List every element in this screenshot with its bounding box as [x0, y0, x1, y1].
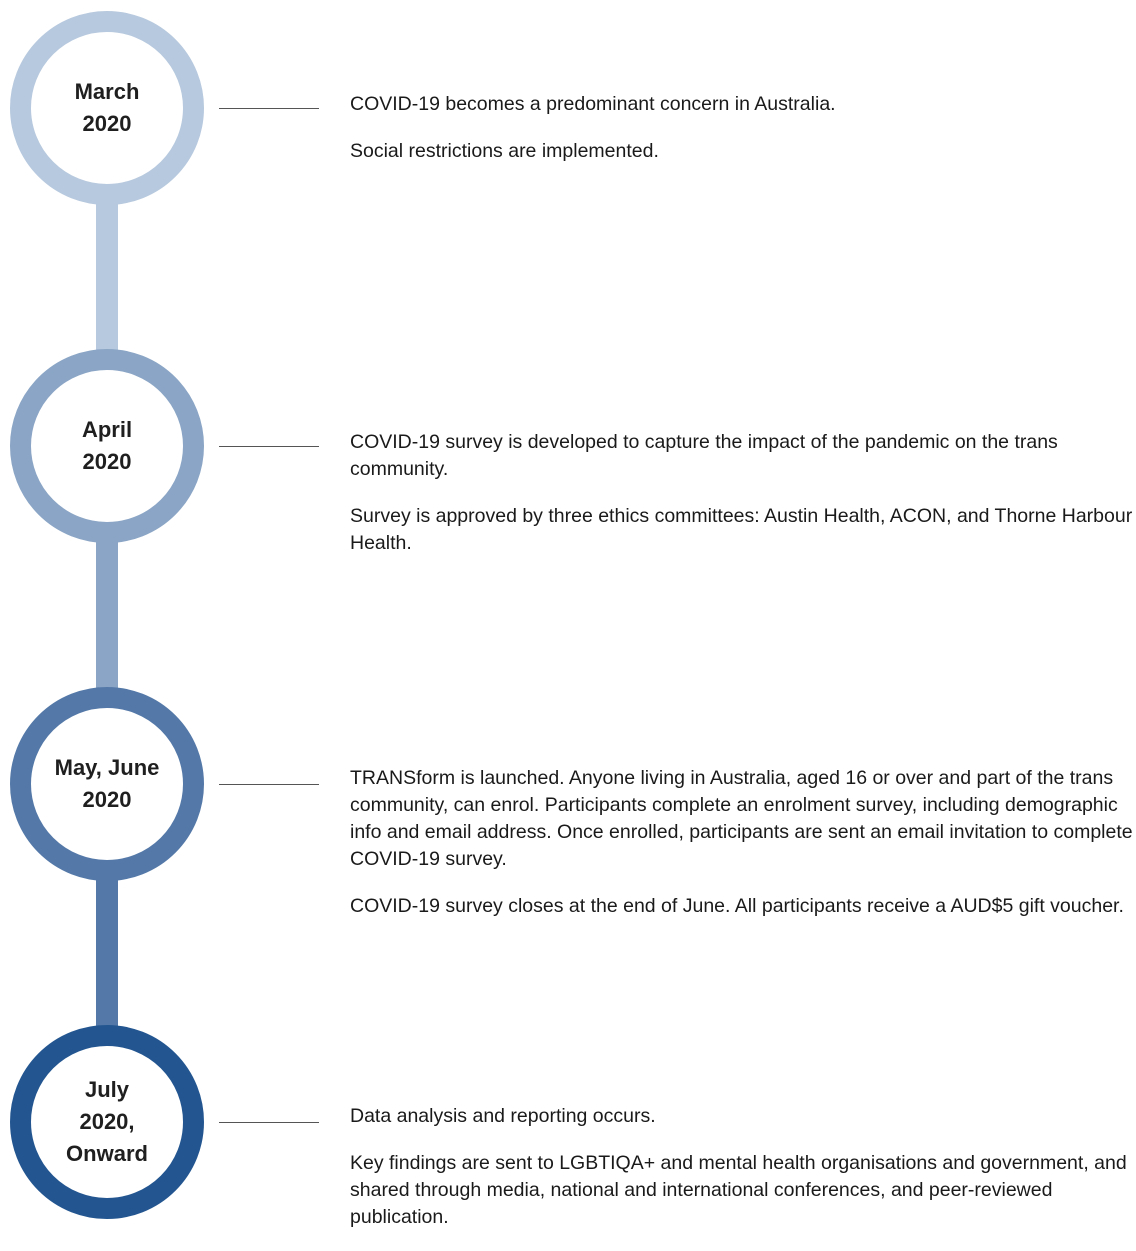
- stage-description: [350, 765, 1136, 940]
- leader-line: [219, 784, 319, 785]
- node-label: March 2020: [74, 79, 140, 136]
- leader-line: [219, 446, 319, 447]
- timeline-node-april-2020: [10, 349, 204, 543]
- node-label: May, June 2020: [54, 755, 160, 812]
- description-paragraph: Key findings are sent to LGBTIQA+ and mental health organisations and government, and shared through media, national and international conferences, and peer-reviewed publication.: [350, 1152, 1127, 1228]
- stage-description: [350, 1103, 1136, 1251]
- description-paragraph: COVID-19 survey is developed to capture the impact of the pandemic on the trans community.: [350, 431, 1058, 480]
- node-label: July 2020, Onward: [66, 1077, 148, 1166]
- description-paragraph: Social restrictions are implemented.: [350, 140, 659, 162]
- stage-description: [350, 91, 1136, 185]
- stage-description: [350, 429, 1136, 577]
- node-label: April 2020: [81, 417, 133, 474]
- description-paragraph: COVID-19 becomes a predominant concern in Australia.: [350, 93, 836, 115]
- description-paragraph: Data analysis and reporting occurs.: [350, 1105, 656, 1127]
- timeline-connector-1: [96, 195, 118, 357]
- timeline-node-july-2020-onward: [10, 1025, 204, 1219]
- timeline-node-march-2020: [10, 11, 204, 205]
- description-paragraph: Survey is approved by three ethics committees: Austin Health, ACON, and Thorne Harbour Health.: [350, 505, 1133, 554]
- timeline-node-may-june-2020: [10, 687, 204, 881]
- leader-line: [219, 108, 319, 109]
- description-paragraph: COVID-19 survey closes at the end of June. All participants receive a AUD$5 gift voucher.: [350, 895, 1124, 917]
- timeline-connector-2: [96, 533, 118, 695]
- description-paragraph: TRANSform is launched. Anyone living in Australia, aged 16 or over and part of the trans community, can enrol. Participants complete an enrolment survey, including demographic info and email address. Once enrolled, participants are sent an email invitation to complete COVID-19 survey.: [350, 767, 1133, 870]
- timeline-connector-3: [96, 871, 118, 1033]
- leader-line: [219, 1122, 319, 1123]
